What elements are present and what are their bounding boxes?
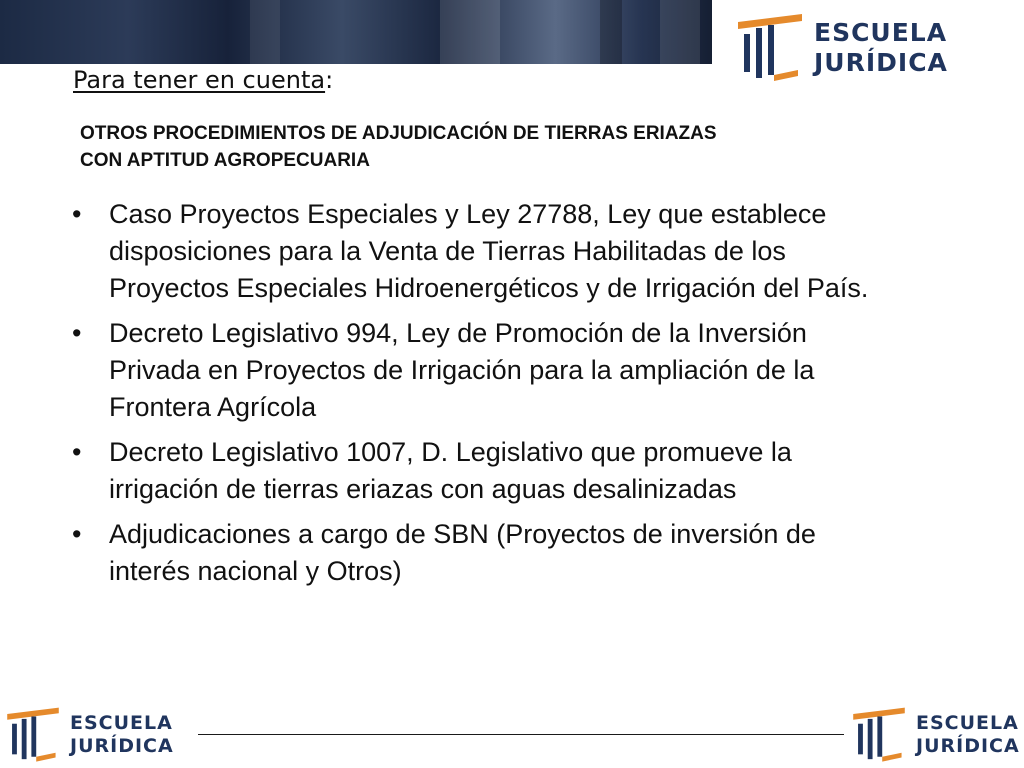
logo-line-1: ESCUELA [814, 18, 948, 47]
footer-divider [198, 734, 844, 735]
bullet-line: Proyectos Especiales Hidroenergéticos y de Irrigación del País. [109, 273, 869, 303]
logo-line-1: ESCUELA [70, 712, 173, 734]
title-text: Para tener en cuenta [73, 66, 326, 94]
bullet-list [72, 196, 1012, 598]
title-colon: : [325, 66, 334, 94]
logo-line-2: JURÍDICA [916, 735, 1020, 757]
subtitle-line-1: OTROS PROCEDIMIENTOS DE ADJUDICACIÓN DE TIERRAS ERIAZAS [80, 123, 717, 144]
logo-line-1: ESCUELA [916, 712, 1019, 734]
escuela-juridica-logo-bottom-left [4, 706, 174, 764]
logo-line-2: JURÍDICA [814, 48, 948, 77]
bullet-line: Decreto Legislativo 1007, D. Legislativo que promueve la [109, 437, 792, 467]
bullet-item [72, 196, 1012, 307]
logo-mark-icon [850, 706, 908, 764]
bullet-line: Decreto Legislativo 994, Ley de Promoción de la Inversión [109, 318, 807, 348]
bullet-line: irrigación de tierras eriazas con aguas desalinizadas [109, 474, 737, 504]
bullet-item [72, 516, 1012, 590]
bullet-marker: • [72, 519, 82, 549]
escuela-juridica-logo-top [736, 12, 948, 84]
header-banner-image [0, 0, 712, 64]
page-title [73, 66, 333, 94]
logo-line-2: JURÍDICA [70, 735, 174, 757]
bullet-item [72, 315, 1012, 426]
section-subtitle [80, 120, 980, 174]
bullet-line: interés nacional y Otros) [109, 556, 402, 586]
bullet-line: disposiciones para la Venta de Tierras Habilitadas de los [109, 236, 786, 266]
bullet-item [72, 434, 1012, 508]
bullet-marker: • [72, 437, 82, 467]
bullet-line: Frontera Agrícola [109, 392, 317, 422]
bullet-line: Privada en Proyectos de Irrigación para la ampliación de la [109, 355, 815, 385]
escuela-juridica-logo-bottom-right [850, 706, 1020, 764]
bullet-line: Adjudicaciones a cargo de SBN (Proyectos de inversión de [109, 519, 816, 549]
bullet-line: Caso Proyectos Especiales y Ley 27788, Ley que establece [109, 199, 827, 229]
logo-mark-icon [4, 706, 62, 764]
subtitle-line-2: CON APTITUD AGROPECUARIA [80, 150, 370, 171]
bullet-marker: • [72, 318, 82, 348]
bullet-marker: • [72, 199, 82, 229]
logo-mark-icon [736, 12, 804, 84]
